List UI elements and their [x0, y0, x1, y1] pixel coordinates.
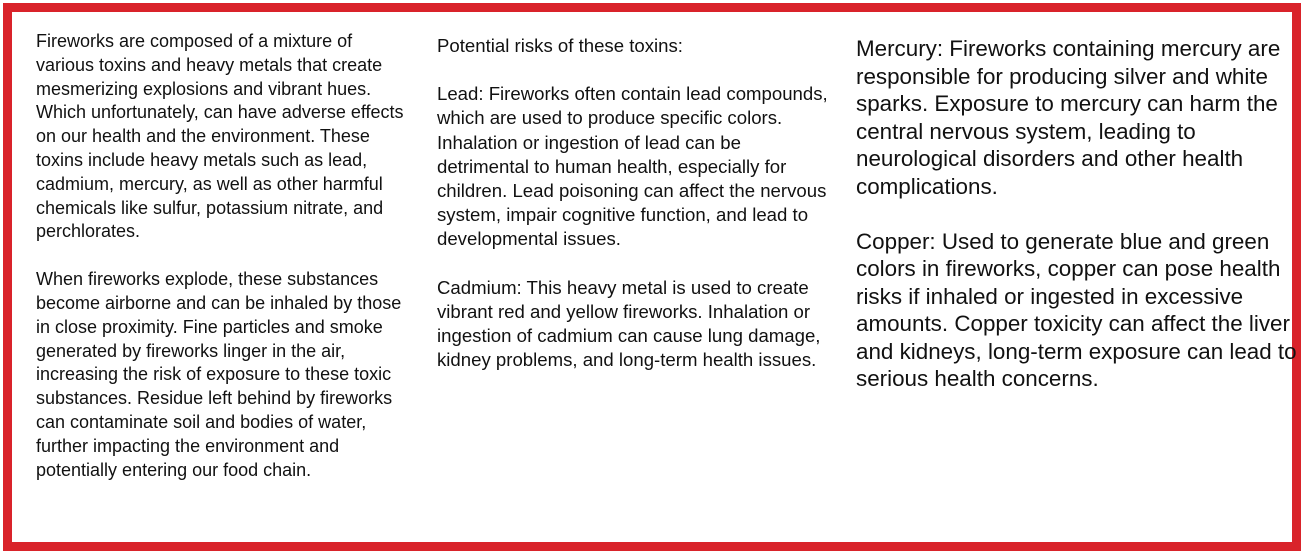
risks-column [437, 34, 835, 372]
cadmium-paragraph: Cadmium: This heavy metal is used to create vibrant red and yellow fireworks. Inhalation or ingestion of cadmium can cause lung damage, kidney problems, and long-term health issues. [437, 276, 821, 371]
intro-column [36, 30, 408, 482]
explosion-paragraph: When fireworks explode, these substances become airborne and can be inhaled by those in close proximity. Fine particles and smoke generated by fireworks linger in the air, increasing the risk of exposure to these toxic substances. Residue left behind by fireworks can contaminate soil and bodies of water, further impacting the environment and potentially entering our food chain. [36, 269, 402, 480]
intro-paragraph: Fireworks are composed of a mixture of various toxins and heavy metals that create mesmerizing explosions and vibrant hues. Which unfortunately, can have adverse effects on our health and the environment. These toxins include heavy metals such as lead, cadmium, mercury, as well as other harmful chemicals like sulfur, potassium nitrate, and perchlorates. [36, 31, 404, 242]
mercury-paragraph: Mercury: Fireworks containing mercury are responsible for producing silver and white sparks. Exposure to mercury can harm the central nervous system, leading to neurological disorders and other health complications. [856, 36, 1281, 199]
risks-heading: Potential risks of these toxins: [437, 35, 683, 56]
metals-column [856, 35, 1300, 393]
red-border-frame [3, 3, 1301, 551]
lead-paragraph: Lead: Fireworks often contain lead compounds, which are used to produce specific colors. Inhalation or ingestion of lead can be detrimental to human health, especially for children. Lead poisoning can affect the nervous system, impair cognitive function, and lead to developmental issues. [437, 83, 828, 250]
copper-paragraph: Copper: Used to generate blue and green colors in fireworks, copper can pose health risks if inhaled or ingested in excessive amounts. Copper toxicity can affect the liver and kidneys, long-term exposure can lead to serious health concerns. [856, 228, 1297, 391]
